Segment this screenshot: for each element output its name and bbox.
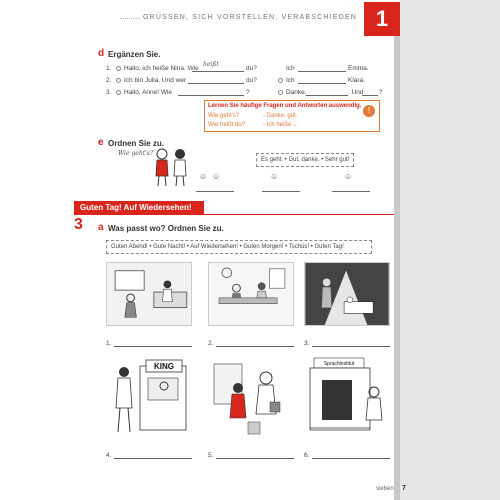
row-1-answer-blank[interactable] xyxy=(298,71,346,72)
section-d-letter: d xyxy=(98,48,105,59)
row-3-answer-bullet xyxy=(278,90,283,95)
section-3a-title: Was passt wo? Ordnen Sie zu. xyxy=(108,224,224,233)
row-1-answer: Ich xyxy=(286,65,295,72)
row-2-number: 2. xyxy=(106,77,112,84)
answer-line-e-2[interactable] xyxy=(262,191,300,192)
row-3-number: 3. xyxy=(106,89,112,96)
answer-line-6[interactable] xyxy=(312,458,390,459)
school-sign: Sprachinstitut xyxy=(323,361,355,367)
scene-5-shopping xyxy=(208,356,294,438)
label-2: 2. xyxy=(208,340,214,347)
scene-6-language-school xyxy=(304,356,390,438)
row-2-answer-blank[interactable] xyxy=(298,83,346,84)
chapter-header: GRÜSSEN, SICH VORSTELLEN, VERABSCHIEDEN xyxy=(140,14,360,21)
row-2-answer: Ich xyxy=(286,77,295,84)
tip-title: Lernen Sie häufige Fragen und Antworten auswendig. xyxy=(208,103,362,109)
label-3: 3. xyxy=(304,340,310,347)
unit-number-badge: 1 xyxy=(364,2,400,36)
answer-line-e-1[interactable] xyxy=(196,191,234,192)
row-1-tail: du? xyxy=(246,65,257,72)
row-3-answer-mid: . Und xyxy=(348,89,364,96)
row-1-number: 1. xyxy=(106,65,112,72)
page-word: sieben xyxy=(376,486,394,492)
page-number: 7 xyxy=(402,485,406,492)
section-e-title: Ordnen Sie zu. xyxy=(108,139,165,148)
scene-2-breakfast xyxy=(208,262,294,326)
section-e-letter: e xyxy=(98,137,104,148)
scene-1-office xyxy=(106,262,192,326)
row-3-answer: Danke, xyxy=(286,89,307,96)
banner-underline xyxy=(74,214,394,215)
label-1: 1. xyxy=(106,340,112,347)
answer-line-4[interactable] xyxy=(114,458,192,459)
row-3-answer-blank-2[interactable] xyxy=(362,95,378,96)
scene-4-kiosk xyxy=(106,356,192,438)
row-2-blank[interactable] xyxy=(188,83,244,84)
row-2-question: Ich bin Julia. Und wer xyxy=(124,77,187,84)
exclamation-icon: ! xyxy=(363,105,375,117)
answer-line-e-3[interactable] xyxy=(332,191,370,192)
two-people-illustration xyxy=(148,146,192,188)
row-3-blank[interactable] xyxy=(178,95,244,96)
options-box-3a: Guten Abend! • Gute Nacht! • Auf Wiedersehen! • Guten Morgen! • Tschüs! • Guten Tag! xyxy=(106,240,372,254)
answer-line-2[interactable] xyxy=(216,346,294,347)
row-2-answer-bullet xyxy=(278,78,283,83)
row-1-question: Hallo, ich heiße Nina. Wie xyxy=(124,65,199,72)
label-5: 5. xyxy=(208,452,214,459)
tip-box xyxy=(204,100,380,132)
scene-3-bedtime xyxy=(304,262,390,326)
page-background-strip xyxy=(400,0,500,500)
row-3-answer-blank[interactable] xyxy=(306,95,348,96)
smiley-happy-icon: ☺ xyxy=(212,172,221,181)
speech-bubble-text: Wie geht's? xyxy=(118,150,154,157)
kiosk-sign: KING xyxy=(154,362,174,371)
answer-line-3[interactable] xyxy=(312,346,390,347)
tip-answer-2: - Ich heiße ... xyxy=(263,122,299,128)
tip-answer-1: - Danke, gut. xyxy=(263,113,298,119)
answer-line-5[interactable] xyxy=(216,458,294,459)
row-1-bullet xyxy=(116,66,121,71)
section-banner: Guten Tag! Auf Wiedersehen! xyxy=(74,201,204,214)
tip-question-2: Wie heißt du? xyxy=(208,122,246,128)
row-3-answer-end: ? xyxy=(379,89,383,96)
answer-line-1[interactable] xyxy=(114,346,192,347)
smiley-ok-icon: ☺ xyxy=(344,172,353,181)
row-2-tail: du? xyxy=(246,77,257,84)
tip-question-1: Wie geht's? xyxy=(208,113,240,119)
row-1-handwritten: heißt xyxy=(203,61,219,68)
row-2-bullet xyxy=(116,78,121,83)
label-6: 6. xyxy=(304,452,310,459)
section-3a-letter: a xyxy=(98,222,104,233)
exercise-number: 3 xyxy=(74,216,83,233)
row-3-bullet xyxy=(116,90,121,95)
label-4: 4. xyxy=(106,452,112,459)
row-3-tail: ? xyxy=(246,89,250,96)
smiley-very-happy-icon: ☺ xyxy=(199,172,208,181)
unit-tab xyxy=(394,20,400,500)
row-1-answer-tail: Emma. xyxy=(348,65,369,72)
options-box-e: Es geht. • Gut, danke. • Sehr gut! xyxy=(256,153,354,167)
section-d-title: Ergänzen Sie. xyxy=(108,50,161,59)
smiley-neutral-icon: ☺ xyxy=(270,172,279,181)
row-1-blank[interactable] xyxy=(192,71,244,72)
row-2-answer-tail: Klara. xyxy=(348,77,365,84)
row-3-question: Hallo, Anne! Wie xyxy=(124,89,173,96)
